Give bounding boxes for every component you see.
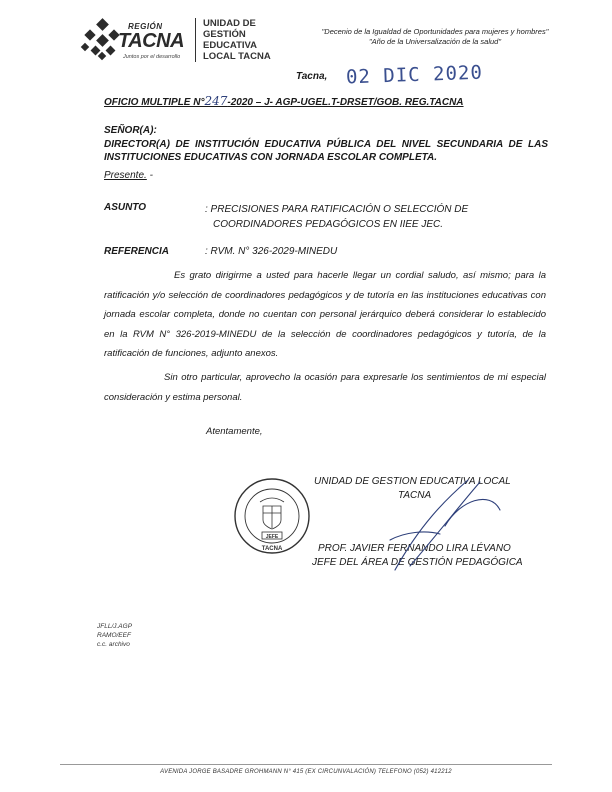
decree-line-2: "Año de la Universalización de la salud" [368,37,502,46]
issuing-unit [203,18,271,62]
initials-line: RAMO/EEF [97,632,131,639]
unit-line: LOCAL TACNA [203,51,271,62]
oficio-reference [104,94,464,108]
initials-line: c.c. archivo [97,641,130,648]
presente [104,170,153,181]
svg-text:JEFE: JEFE [265,534,279,540]
subject-value [205,202,505,232]
logo-tagline: Juntos por el desarrollo [123,54,181,60]
oficio-suffix: -2020 – J- AGP-UGEL.T-DRSET/GOB. REG.TACNA [227,97,464,108]
oficio-prefix: OFICIO MULTIPLE N° [104,97,205,108]
date-stamp: 02 DIC 2020 [345,61,484,89]
logo-name-text: TACNA [118,30,185,52]
subject-label: ASUNTO [104,202,147,213]
body-paragraph-2: Sin otro particular, aprovecho la ocasión para expresarle los sentimientos de mi especial consideración y estima personal. [104,372,546,403]
footer-divider [60,764,552,765]
decree-motto [285,27,585,47]
oficio-number-handwritten: 247 [204,94,228,108]
footer-address: AVENIDA JORGE BASADRE GROHMANN N° 415 (EX CIRCUNVALACIÓN) TELEFONO (052) 412212 [160,769,452,775]
svg-text:TACNA: TACNA [261,546,283,552]
signature-unit-line-2: TACNA [398,490,432,501]
initials-line: JFLL/J.AGP [97,623,133,630]
closing: Atentamente, [206,426,263,437]
presente-tail: - [146,170,153,181]
reference-label: REFERENCIA [104,246,170,257]
presente-text: Presente. [104,170,147,181]
logo-region-text: REGIÓN [128,22,163,31]
date-place: Tacna, [296,71,328,82]
header-divider [195,18,196,62]
signatory-role: JEFE DEL ÁREA DE GESTIÓN PEDAGÓGICA [312,557,523,568]
signatory-name: PROF. JAVIER FERNANDO LIRA LÉVANO [318,543,511,554]
unit-line: EDUCATIVA [203,40,258,51]
unit-line: GESTIÓN [203,29,246,40]
addressee-salutation: SEÑOR(A): [104,125,157,136]
body-paragraph-1: Es grato dirigirme a usted para hacerle llegar un cordial saludo, así mismo; para la ratificación y/o selección de coordinadores pedagógicos y de tutoría en las instituciones educativas con jornada escolar completa, donde no cuentan con personal jerárquico deberá considerar lo establecido en la RVM N° 326-2019-MINEDU de la selección de coordinadores pedagógicos y tutoría, de la ratificación de funciones, adjunto anexos. [104,270,546,359]
addressee: DIRECTOR(A) DE INSTITUCIÓN EDUCATIVA PÚBLICA DEL NIVEL SECUNDARIA DE LAS INSTITUCIONES EDUCATIVAS CON JORNADA ESCOLAR COMPLETA. [104,139,548,163]
subject-line-2: COORDINADORES PEDAGÓGICOS EN IIEE JEC. [213,219,444,230]
decree-line-1: "Decenio de la Igualdad de Oportunidades para mujeres y hombres" [321,27,549,36]
reference-value: : RVM. N° 326-2029-MINEDU [205,246,338,257]
subject-line-1: : PRECISIONES PARA RATIFICACIÓN O SELECCIÓN DE [205,204,469,215]
handwritten-signature-icon [350,470,510,580]
reference-initials [97,622,132,649]
unit-line: UNIDAD DE [203,18,256,29]
signature-unit-line-1: UNIDAD DE GESTION EDUCATIVA LOCAL [314,476,511,487]
official-seal-icon [232,476,312,556]
